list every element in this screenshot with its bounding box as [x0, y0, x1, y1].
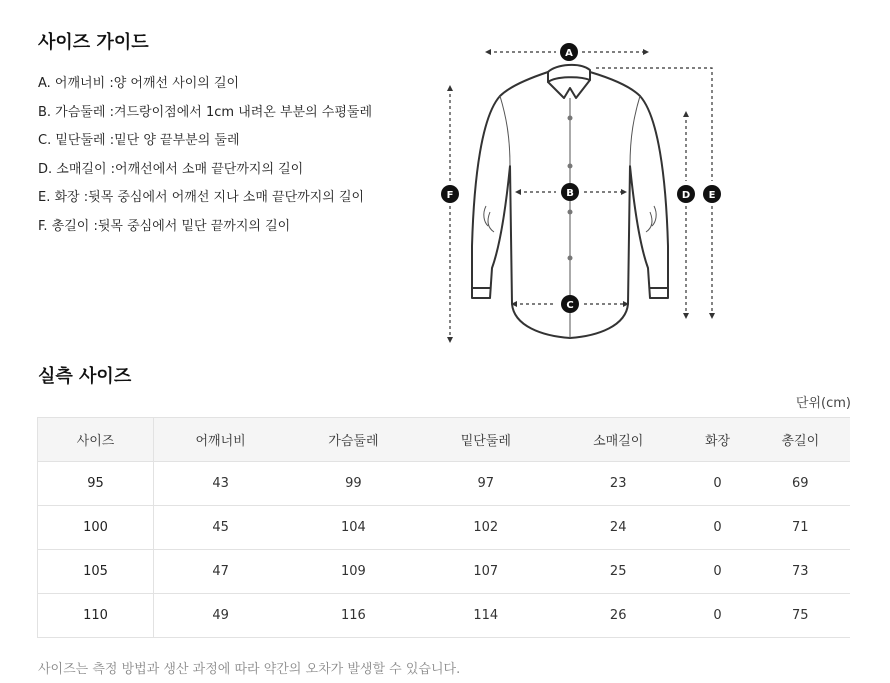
table-cell: 97 [420, 462, 552, 506]
table-cell: 0 [684, 462, 750, 506]
definition-item [38, 133, 372, 162]
table-cell: 0 [684, 550, 750, 594]
table-cell: 23 [552, 462, 684, 506]
table-cell: 114 [420, 594, 552, 638]
table-cell: 109 [287, 550, 419, 594]
table-cell: 26 [552, 594, 684, 638]
marker-c [561, 295, 579, 313]
marker-a [560, 43, 578, 61]
table-cell: 47 [154, 550, 288, 594]
table-cell: 24 [552, 506, 684, 550]
table-cell: 71 [751, 506, 850, 550]
table-cell: 116 [287, 594, 419, 638]
definition-item [38, 105, 372, 134]
size-cell: 105 [38, 550, 154, 594]
table-cell: 0 [684, 506, 750, 550]
definition-term: A. 어깨너비 [38, 76, 106, 91]
table-row [38, 550, 851, 594]
size-cell: 110 [38, 594, 154, 638]
table-cell: 73 [751, 550, 850, 594]
table-cell: 49 [154, 594, 288, 638]
column-header-size: 사이즈 [38, 418, 154, 462]
definition-desc: :양 어깨선 사이의 길이 [109, 76, 240, 91]
marker-d [677, 185, 695, 203]
definition-item [38, 190, 372, 219]
shirt-measurement-diagram [430, 36, 730, 346]
definition-item [38, 219, 372, 248]
definition-item [38, 76, 372, 105]
unit-label: 단위(cm) [795, 396, 851, 411]
definition-desc: :밑단 양 끝부분의 둘레 [109, 133, 240, 148]
definition-desc: :어깨선에서 소매 끝단까지의 길이 [110, 161, 304, 177]
table-cell: 43 [154, 462, 288, 506]
table-cell: 75 [751, 594, 850, 638]
definition-item [38, 162, 372, 191]
size-cell: 95 [38, 462, 154, 506]
marker-f-label: F [446, 190, 454, 201]
marker-c-label: C [566, 300, 574, 311]
table-cell: 0 [684, 594, 750, 638]
definition-term: B. 가슴둘레 [38, 104, 106, 120]
definition-desc: :뒷목 중심에서 밑단 끝까지의 길이 [93, 218, 291, 234]
definition-term: C. 밑단둘레 [38, 133, 106, 148]
marker-f [441, 185, 459, 203]
size-table [37, 417, 850, 638]
table-cell: 25 [552, 550, 684, 594]
table-cell: 69 [751, 462, 850, 506]
table-row [38, 462, 851, 506]
measurement-definitions [38, 76, 372, 247]
marker-e [703, 185, 721, 203]
column-header-shoulder: 어깨너비 [154, 418, 288, 462]
actual-size-title: 실측 사이즈 [38, 366, 132, 387]
table-row [38, 594, 851, 638]
definition-term: E. 화장 [38, 190, 80, 205]
marker-b-label: B [566, 188, 574, 199]
definition-term: D. 소매길이 [38, 161, 107, 177]
column-header-total-length: 총길이 [751, 418, 850, 462]
marker-d-label: D [681, 190, 691, 201]
table-cell: 99 [287, 462, 419, 506]
size-guide-title: 사이즈 가이드 [38, 32, 149, 53]
definition-desc: :뒷목 중심에서 어깨선 지나 소매 끝단까지의 길이 [83, 190, 365, 205]
marker-a-label: A [565, 48, 573, 59]
column-header-sleeve-total: 화장 [684, 418, 750, 462]
column-header-sleeve: 소매길이 [552, 418, 684, 462]
table-cell: 104 [287, 506, 419, 550]
column-header-chest: 가슴둘레 [287, 418, 419, 462]
column-header-hem: 밑단둘레 [420, 418, 552, 462]
table-row [38, 506, 851, 550]
size-cell: 100 [38, 506, 154, 550]
measurement-notice: 사이즈는 측정 방법과 생산 과정에 따라 약간의 오차가 발생할 수 있습니다. [38, 662, 461, 677]
marker-e-label: E [708, 190, 716, 201]
table-header-row [38, 418, 851, 462]
marker-b [561, 183, 579, 201]
definition-term: F. 총길이 [38, 218, 90, 234]
table-cell: 107 [420, 550, 552, 594]
table-cell: 45 [154, 506, 288, 550]
definition-desc: :겨드랑이점에서 1cm 내려온 부분의 수평둘레 [109, 104, 373, 120]
table-cell: 102 [420, 506, 552, 550]
